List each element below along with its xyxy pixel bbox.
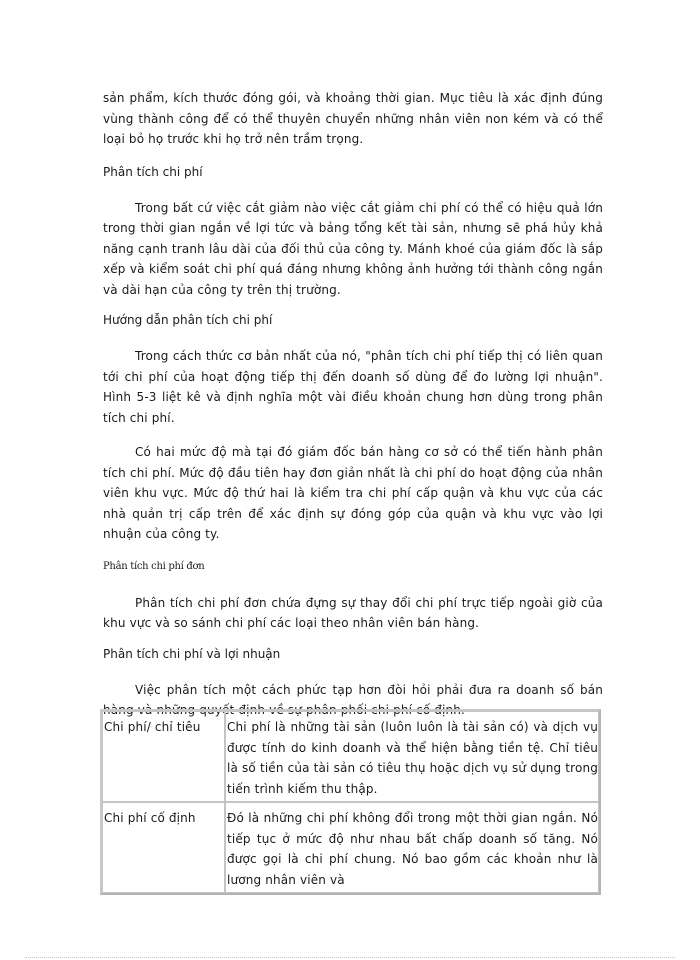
paragraph-simple-cost: Phân tích chi phí đơn chứa đựng sự thay đổi chi phí trực tiếp ngoài giờ của khu vực và so sánh chi phí các loại theo nhân viên bán hàng. bbox=[103, 595, 603, 630]
term-cell: Chi phí cố định bbox=[102, 802, 225, 893]
section-heading-simple-cost-analysis: Phân tích chi phí đơn bbox=[103, 560, 205, 572]
section-heading-cost-profit-analysis: Phân tích chi phí và lợi nhuận bbox=[103, 646, 281, 661]
cost-terms-table bbox=[100, 709, 601, 895]
term-cell: Chi phí/ chỉ tiêu bbox=[102, 711, 225, 802]
document-page bbox=[103, 88, 603, 721]
page-bottom-divider bbox=[25, 957, 675, 958]
definition-cell: Đó là những chi phí không đổi trong một thời gian ngắn. Nó tiếp tục ở mức độ như nhau bất chấp doanh số tăng. Nó được gọi là chi phí chung. Nó bao gồm các khoản như là lương nhân viên và bbox=[225, 802, 599, 893]
section-heading-cost-analysis-guide: Hướng dẫn phân tích chi phí bbox=[103, 313, 273, 327]
paragraph-cost-profit: Việc phân tích một cách phức tạp hơn đòi hỏi phải đưa ra doanh số bán hàng và những quyết định về sự phân phối chi phí cố định. bbox=[103, 682, 603, 717]
paragraph-cost-guide-1: Trong cách thức cơ bản nhất của nó, "phân tích chi phí tiếp thị có liên quan tới chi phí của hoạt động tiếp thị đến doanh số dùng để đo lường lợi nhuận". Hình 5-3 liệt kê và định nghĩa một vài điều khoản chung hơn dùng trong phân tích chi phí. bbox=[103, 349, 603, 425]
paragraph-cost-analysis: Trong bất cứ việc cắt giảm nào việc cắt giảm chi phí có thể có hiệu quả lớn trong thời gian ngắn về lợi tức và bảng tổng kết tài sản, nhưng sẽ phá hủy khả năng cạnh tranh lâu dài của đối thủ của công ty. Mánh khoé của giám đốc là sắp xếp và kiểm soát chi phí quá đáng nhưng không ảnh hưởng tới thành công ngắn và dài hạn của công ty trên thị trường. bbox=[103, 200, 603, 297]
table-row bbox=[102, 711, 599, 802]
definition-cell: Chi phí là những tài sản (luôn luôn là tài sản có) và dịch vụ được tính do kinh doanh và thể hiện bằng tiền tệ. Chỉ tiêu là số tiền của tài sản có tiêu thụ hoặc dịch vụ sử dụng trong tiến trình kiếm thu thập. bbox=[225, 711, 599, 802]
table-row bbox=[102, 802, 599, 893]
intro-paragraph: sản phẩm, kích thước đóng gói, và khoảng thời gian. Mục tiêu là xác định đúng vùng thành công để có thể thuyên chuyển những nhân viên non kém và có thể loại bỏ họ trước khi họ trở nên trầm trọng. bbox=[103, 91, 603, 146]
section-heading-cost-analysis: Phân tích chi phí bbox=[103, 164, 203, 179]
paragraph-cost-guide-2: Có hai mức độ mà tại đó giám đốc bán hàng cơ sở có thể tiến hành phân tích chi phí. Mức độ đầu tiên hay đơn giản nhất là chi phí do hoạt động của nhân viên khu vực. Mức độ thứ hai là kiểm tra chi phí cấp quận và khu vực của các nhà quản trị cấp trên để xác định sự đóng góp của quận và khu vực vào lợi nhuận của công ty. bbox=[103, 445, 603, 541]
